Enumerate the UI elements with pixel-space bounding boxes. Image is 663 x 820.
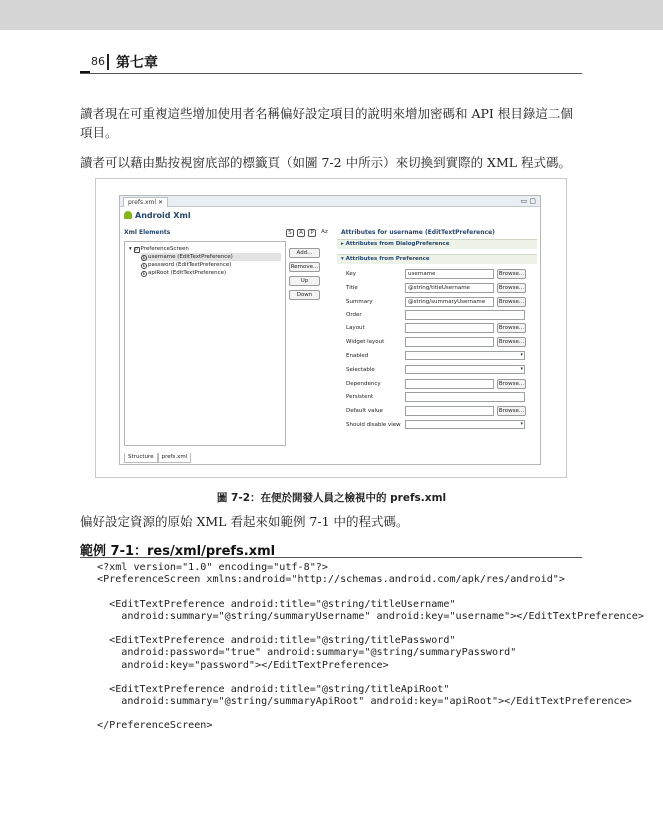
attr-field-key[interactable]: username bbox=[405, 269, 494, 279]
attr-field-widget-layout[interactable] bbox=[405, 337, 494, 347]
paragraph-2: 讀者可以藉由點按視窗底部的標籤頁（如圖 7-2 中所示）來切換到實際的 XML 程式碼。 bbox=[80, 155, 572, 170]
tree-item-username[interactable]: E username (EditTextPreference) bbox=[141, 253, 281, 261]
sort-s-icon[interactable]: S bbox=[286, 229, 294, 237]
paragraph-1: 讀者現在可重複這些增加使用者名稱偏好設定項目的說明來增加密碼和 API 根目錄這二個項目。 bbox=[80, 106, 573, 140]
browse-button-widget-layout[interactable]: Browse... bbox=[498, 339, 525, 345]
android-icon bbox=[124, 211, 132, 219]
file-tab[interactable]: prefs.xml ✕ bbox=[123, 197, 168, 207]
edit-text-icon: E bbox=[142, 255, 146, 260]
code-line: android:summary="@string/summaryApiRoot" android:key="apiRoot"></EditTextPreference> bbox=[97, 696, 632, 708]
code-listing bbox=[97, 562, 644, 733]
chevron-down-icon: ▾ bbox=[520, 352, 523, 358]
attr-label-default-value: Default value bbox=[346, 408, 383, 414]
eclipse-editor-window bbox=[119, 195, 541, 465]
browse-button-default-value[interactable]: Browse... bbox=[498, 408, 525, 414]
add-button[interactable]: Add... bbox=[289, 248, 320, 258]
attr-label-should-disable-view: Should disable view bbox=[346, 422, 401, 428]
app-title-text: Android Xml bbox=[135, 211, 191, 220]
code-line: <EditTextPreference android:title="@string/titlePassword" bbox=[97, 635, 456, 647]
attr-label-dependency: Dependency bbox=[346, 381, 381, 387]
figure-caption: 圖 7-2：在便於開發人員之檢視中的 prefs.xml bbox=[216, 492, 447, 504]
attr-combo-selectable[interactable] bbox=[405, 365, 525, 374]
attr-field-title[interactable]: @string/titleUsername bbox=[405, 283, 494, 293]
browse-button-summary[interactable]: Browse... bbox=[498, 299, 525, 305]
edit-text-icon: E bbox=[142, 263, 146, 268]
tree-item-password[interactable]: E password (EditTextPreference) bbox=[142, 262, 232, 268]
chevron-down-icon: ▾ bbox=[520, 366, 523, 372]
preference-screen-icon: P bbox=[135, 247, 138, 252]
tab-structure[interactable]: Structure bbox=[124, 453, 158, 463]
up-button[interactable]: Up bbox=[289, 276, 320, 286]
attr-label-enabled: Enabled bbox=[346, 353, 369, 359]
code-line bbox=[97, 672, 577, 684]
window-controls[interactable]: ▭ ▢ bbox=[520, 197, 536, 205]
edit-text-icon: E bbox=[142, 271, 146, 276]
attributes-header: Attributes for username (EditTextPreference) bbox=[341, 229, 495, 236]
editor-bottom-tabs bbox=[124, 453, 191, 463]
top-gray-band bbox=[0, 0, 663, 30]
header-divider bbox=[107, 54, 109, 70]
page-header bbox=[80, 52, 582, 74]
app-title bbox=[124, 211, 191, 220]
browse-button-title[interactable]: Browse... bbox=[498, 285, 525, 291]
code-line: <PreferenceScreen xmlns:android="http://schemas.android.com/apk/res/android"> bbox=[97, 574, 565, 586]
code-line bbox=[97, 586, 577, 598]
attr-label-key: Key bbox=[346, 271, 356, 277]
code-line: <EditTextPreference android:title="@string/titleUsername" bbox=[97, 598, 456, 610]
attr-label-persistent: Persistent bbox=[346, 394, 374, 400]
example-title: 範例 7-1：res/xml/prefs.xml bbox=[80, 540, 582, 558]
browse-button-key[interactable]: Browse... bbox=[498, 271, 525, 277]
code-line bbox=[97, 623, 577, 635]
xml-elements-header: Xml Elements bbox=[124, 229, 171, 236]
tree-item-apiroot[interactable]: E apiRoot (EditTextPreference) bbox=[142, 270, 227, 276]
editor-tabbar bbox=[120, 196, 540, 207]
attr-label-widget-layout: Widget layout bbox=[346, 339, 385, 345]
header-rule bbox=[80, 73, 582, 74]
browse-button-dependency[interactable]: Browse... bbox=[498, 381, 525, 387]
code-line: <EditTextPreference android:title="@string/titleApiRoot" bbox=[97, 683, 450, 695]
code-line: </PreferenceScreen> bbox=[97, 720, 213, 732]
element-tree[interactable] bbox=[124, 241, 286, 446]
attr-label-title: Title bbox=[346, 285, 358, 291]
attr-combo-enabled[interactable] bbox=[405, 351, 525, 360]
paragraph-3: 偏好設定資源的原始 XML 看起來如範例 7-1 中的程式碼。 bbox=[80, 514, 409, 529]
code-line: android:password="true" android:summary="@string/summaryPassword" bbox=[97, 647, 517, 659]
sort-p-icon[interactable]: P bbox=[308, 229, 316, 237]
code-line bbox=[97, 708, 577, 720]
attr-label-selectable: Selectable bbox=[346, 367, 375, 373]
attr-field-order[interactable] bbox=[405, 310, 525, 320]
chapter-title: 第七章 bbox=[116, 55, 158, 71]
attr-field-persistent[interactable] bbox=[405, 392, 525, 402]
attr-label-summary: Summary bbox=[346, 299, 373, 305]
sort-a-icon[interactable]: A bbox=[297, 229, 305, 237]
attr-field-dependency[interactable] bbox=[405, 379, 494, 389]
code-line: android:summary="@string/summaryUsername" android:key="username"></EditTextPreference> bbox=[97, 610, 644, 622]
attr-combo-should-disable-view[interactable] bbox=[405, 420, 525, 429]
chevron-down-icon: ▾ bbox=[520, 421, 523, 427]
attr-label-layout: Layout bbox=[346, 325, 365, 331]
page-number: 86 bbox=[91, 55, 105, 68]
sort-az-icon[interactable]: Az bbox=[319, 229, 330, 237]
group-dialog-preference[interactable]: ▸ Attributes from DialogPreference bbox=[337, 239, 537, 249]
attr-label-order: Order bbox=[346, 312, 362, 318]
code-line: <?xml version="1.0" encoding="utf-8"?> bbox=[97, 562, 328, 573]
remove-button[interactable]: Remove... bbox=[290, 264, 319, 270]
attr-field-layout[interactable] bbox=[405, 323, 494, 333]
code-line: android:key="password"></EditTextPreference> bbox=[97, 659, 389, 671]
figure-7-2 bbox=[95, 178, 567, 478]
browse-button-layout[interactable]: Browse... bbox=[498, 325, 525, 331]
attr-field-summary[interactable]: @string/summaryUsername bbox=[405, 297, 494, 307]
down-button[interactable]: Down bbox=[289, 290, 320, 300]
group-preference[interactable]: ▾ Attributes from Preference bbox=[337, 254, 537, 264]
tab-prefs-xml[interactable]: prefs.xml bbox=[158, 453, 192, 463]
attr-field-default-value[interactable] bbox=[405, 406, 494, 416]
tree-root[interactable]: ▾ P PreferenceScreen bbox=[129, 246, 189, 252]
